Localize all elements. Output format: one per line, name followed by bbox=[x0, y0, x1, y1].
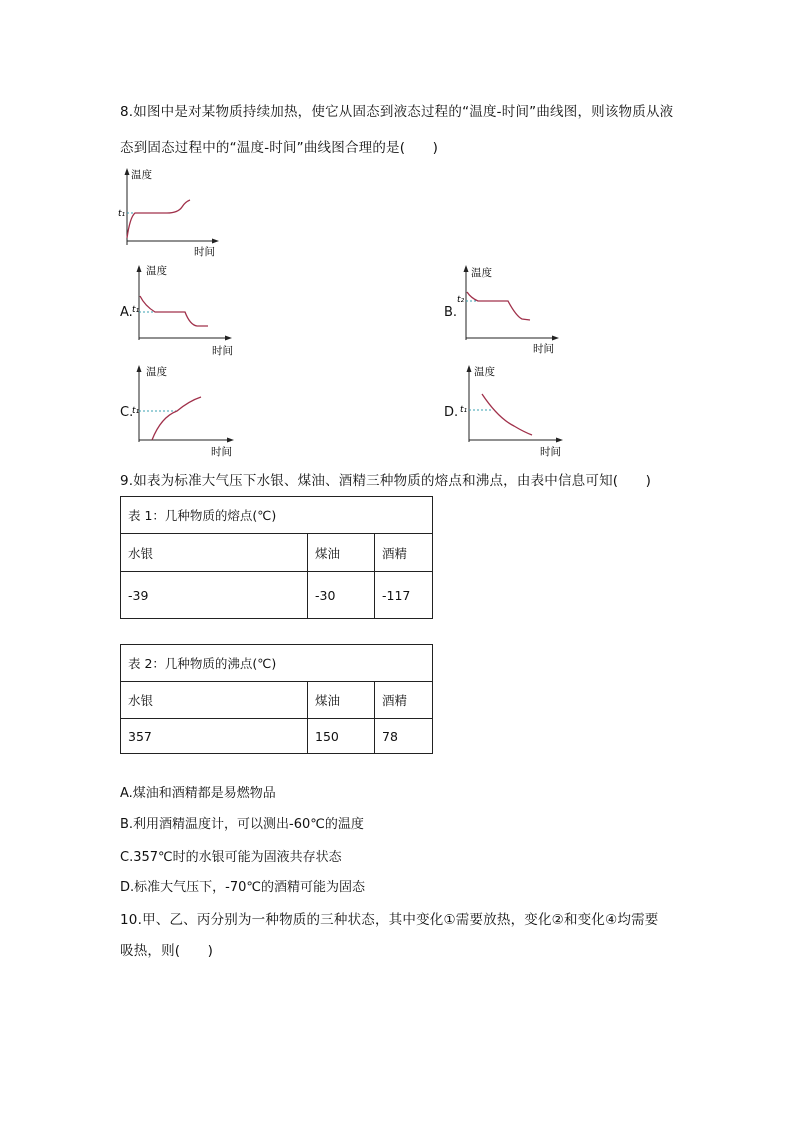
y-axis-label: 温度 bbox=[146, 366, 167, 378]
x-axis-arrow bbox=[225, 336, 232, 341]
x-axis-arrow bbox=[552, 336, 559, 341]
x-axis-arrow bbox=[556, 438, 563, 443]
table-header-row bbox=[121, 534, 433, 572]
melting-point-table bbox=[120, 496, 433, 619]
table-cell: -39 bbox=[121, 572, 308, 619]
table-caption-row bbox=[121, 645, 433, 682]
table-header-row bbox=[121, 682, 433, 719]
q8-option-b-letter[interactable]: B. bbox=[444, 305, 458, 320]
table-caption: 表 2：几种物质的沸点(℃) bbox=[121, 645, 433, 682]
q8-option-d-letter[interactable]: D. bbox=[444, 405, 459, 420]
y-axis-label: 温度 bbox=[471, 267, 492, 279]
x-axis-label: 时间 bbox=[212, 345, 233, 357]
q9-option-d[interactable]: D.标准大气压下，-70℃的酒精可能为固态 bbox=[120, 880, 365, 895]
table-header-cell: 酒精 bbox=[375, 682, 433, 719]
t-label: t₂ bbox=[457, 295, 465, 305]
y-axis-arrow bbox=[137, 265, 142, 272]
y-axis-label: 温度 bbox=[474, 366, 495, 378]
q8-option-a-letter[interactable]: A. bbox=[120, 305, 133, 320]
q9-option-a[interactable]: A.煤油和酒精都是易燃物品 bbox=[120, 786, 276, 801]
y-axis-arrow bbox=[464, 265, 469, 272]
q8-option-c-letter[interactable]: C. bbox=[120, 405, 134, 420]
curve bbox=[482, 394, 532, 435]
q9-option-c[interactable]: C.357℃时的水银可能为固液共存状态 bbox=[120, 850, 342, 865]
y-axis-label: 温度 bbox=[131, 169, 152, 181]
y-axis-arrow bbox=[125, 168, 130, 175]
x-axis-label: 时间 bbox=[533, 343, 554, 355]
q8-option-b-graph[interactable] bbox=[456, 262, 566, 359]
q8-stem-line2: 态到固态过程中的“温度-时间”曲线图合理的是( ) bbox=[120, 140, 439, 156]
q10-stem-line1: 10.甲、乙、丙分别为一种物质的三种状态，其中变化①需要放热，变化②和变化④均需要 bbox=[120, 912, 659, 928]
table-cell: 150 bbox=[308, 719, 375, 754]
table-cell: -117 bbox=[375, 572, 433, 619]
q8-stem-line1: 8.如图中是对某物质持续加热，使它从固态到液态过程的“温度-时间”曲线图，则该物质从液 bbox=[120, 104, 674, 120]
table-header-cell: 煤油 bbox=[308, 534, 375, 572]
t-label: t₁ bbox=[118, 209, 126, 219]
table-caption-row bbox=[121, 497, 433, 534]
x-axis-label: 时间 bbox=[540, 446, 561, 458]
y-axis-arrow bbox=[137, 365, 142, 372]
q9-option-b[interactable]: B.利用酒精温度计，可以测出-60℃的温度 bbox=[120, 817, 364, 832]
x-axis-label: 时间 bbox=[194, 246, 215, 258]
curve bbox=[140, 296, 208, 326]
curve bbox=[152, 397, 201, 440]
table-caption: 表 1：几种物质的熔点(℃) bbox=[121, 497, 433, 534]
q8-main-graph bbox=[110, 165, 230, 260]
boiling-point-table bbox=[120, 644, 433, 754]
t-label: t₁ bbox=[460, 405, 468, 415]
x-axis-label: 时间 bbox=[211, 446, 232, 458]
q8-option-c-graph[interactable] bbox=[131, 362, 241, 460]
table-header-cell: 酒精 bbox=[375, 534, 433, 572]
curve bbox=[467, 292, 530, 320]
t-label: t₁ bbox=[132, 406, 140, 416]
table-row bbox=[121, 719, 433, 754]
q8-option-a-graph[interactable] bbox=[131, 262, 241, 359]
x-axis-arrow bbox=[212, 239, 219, 244]
q9-stem: 9.如表为标准大气压下水银、煤油、酒精三种物质的熔点和沸点，由表中信息可知( ) bbox=[120, 473, 652, 489]
table-header-cell: 水银 bbox=[121, 534, 308, 572]
table-row bbox=[121, 572, 433, 619]
curve bbox=[127, 200, 190, 238]
q10-stem-line2: 吸热，则( ) bbox=[120, 943, 214, 959]
table-cell: 78 bbox=[375, 719, 433, 754]
table-header-cell: 煤油 bbox=[308, 682, 375, 719]
y-axis-arrow bbox=[467, 365, 472, 372]
x-axis-arrow bbox=[227, 438, 234, 443]
q8-option-d-graph[interactable] bbox=[458, 362, 568, 460]
y-axis-label: 温度 bbox=[146, 265, 167, 277]
table-cell: -30 bbox=[308, 572, 375, 619]
table-cell: 357 bbox=[121, 719, 308, 754]
t-label: t₁ bbox=[132, 305, 140, 315]
table-header-cell: 水银 bbox=[121, 682, 308, 719]
